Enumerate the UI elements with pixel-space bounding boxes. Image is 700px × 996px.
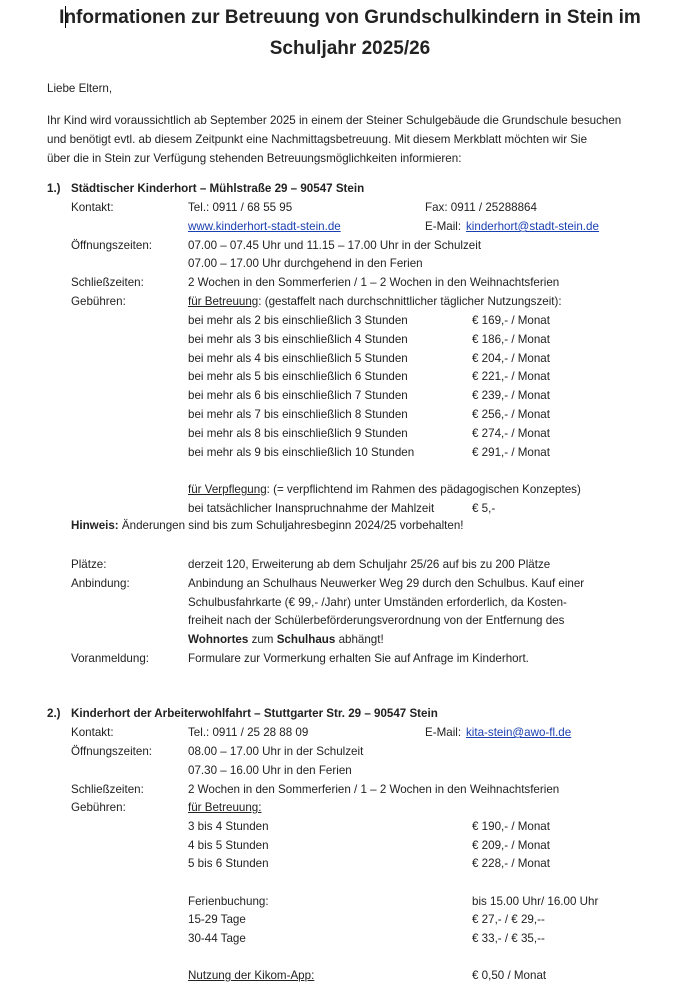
fee-price: € 239,- / Monat — [472, 389, 550, 402]
s2-opening-1: 08.00 – 17.00 Uhr in der Schulzeit — [188, 745, 364, 758]
s2-care-label: für Betreuung: — [188, 801, 262, 814]
s2-phone: Tel.: 0911 / 25 28 88 09 — [188, 726, 309, 739]
page-title: Informationen zur Betreuung von Grundschulkindern in Stein im — [59, 7, 641, 28]
s1-preregistration-label: Voranmeldung: — [71, 652, 149, 665]
fee-label: bei mehr als 7 bis einschließlich 8 Stunden — [188, 408, 408, 421]
section-1-heading: Städtischer Kinderhort – Mühlstraße 29 – 90547 Stein — [71, 182, 365, 195]
s1-meals-heading — [188, 483, 581, 497]
holiday-row-label: 15-29 Tage — [188, 913, 246, 926]
fee-price: € 204,- / Monat — [472, 352, 550, 365]
s2-kontakt-label: Kontakt: — [71, 726, 114, 739]
fee-label: 3 bis 4 Stunden — [188, 820, 269, 833]
s2-email-link[interactable]: kita-stein@awo-fl.de — [466, 726, 572, 739]
s1-meals-label: für Verpflegung — [188, 483, 267, 496]
s2-holiday-value: bis 15.00 Uhr/ 16.00 Uhr — [472, 895, 599, 908]
s1-connection-end: abhängt! — [335, 633, 384, 646]
s1-email-label: E-Mail: — [425, 220, 462, 233]
fee-price: € 169,- / Monat — [472, 314, 550, 327]
fee-price: € 274,- / Monat — [472, 427, 550, 440]
s2-closing: 2 Wochen in den Sommerferien / 1 – 2 Wochen in den Weihnachtsferien — [188, 783, 560, 796]
fee-price: € 186,- / Monat — [472, 333, 550, 346]
section-2-number: 2.) — [47, 707, 61, 720]
fee-label: bei mehr als 8 bis einschließlich 9 Stunden — [188, 427, 408, 440]
s1-closing: 2 Wochen in den Sommerferien / 1 – 2 Wochen in den Weihnachtsferien — [188, 276, 560, 289]
fee-price: € 209,- / Monat — [472, 839, 550, 852]
intro-line-2: und benötigt evtl. ab diesem Zeitpunkt eine Nachmittagsbetreuung. Mit diesem Merkblatt möchten wir Sie — [47, 133, 588, 146]
s1-closing-label: Schließzeiten: — [71, 276, 144, 289]
s1-places-label: Plätze: — [71, 558, 107, 571]
intro-line-1: Ihr Kind wird voraussichtlich ab September 2025 in einem der Steiner Schulgebäude die Grundschule besuchen — [47, 114, 622, 127]
s1-connection-4 — [188, 633, 384, 647]
s1-notice-text: Änderungen sind bis zum Schuljahresbeginn 2024/25 vorbehalten! — [121, 519, 464, 532]
s2-app-price: € 0,50 / Monat — [472, 969, 547, 982]
s2-email-label: E-Mail: — [425, 726, 462, 739]
fee-label: bei mehr als 9 bis einschließlich 10 Stunden — [188, 446, 415, 459]
s1-meals-note: : (= verpflichtend im Rahmen des pädagogischen Konzeptes) — [266, 483, 581, 496]
s1-connection-2: Schulbusfahrkarte (€ 99,- /Jahr) unter Umständen erforderlich, da Kosten- — [188, 596, 567, 609]
greeting: Liebe Eltern, — [47, 82, 113, 95]
s1-email-link[interactable]: kinderhort@stadt-stein.de — [466, 220, 599, 233]
s1-care-note: : (gestaffelt nach durchschnittlicher täglicher Nutzungszeit): — [258, 295, 562, 308]
s1-care-heading — [188, 295, 562, 309]
s1-opening-label: Öffnungszeiten: — [71, 239, 152, 252]
s1-preregistration: Formulare zur Vormerkung erhalten Sie auf Anfrage im Kinderhort. — [188, 652, 529, 665]
s2-opening-label: Öffnungszeiten: — [71, 745, 152, 758]
fee-label: bei mehr als 2 bis einschließlich 3 Stunden — [188, 314, 408, 327]
s1-website-link[interactable]: www.kinderhort-stadt-stein.de — [188, 220, 341, 233]
fee-price: € 291,- / Monat — [472, 446, 550, 459]
section-2-heading: Kinderhort der Arbeiterwohlfahrt – Stuttgarter Str. 29 – 90547 Stein — [71, 707, 438, 720]
s1-places: derzeit 120, Erweiterung ab dem Schuljahr 25/26 auf bis zu 200 Plätze — [188, 558, 551, 571]
s1-connection-3: freiheit nach der Schülerbeförderungsverordnung von der Entfernung des — [188, 614, 565, 627]
page-title-line2: Schuljahr 2025/26 — [269, 38, 431, 59]
s1-connection-bold-1: Wohnortes — [188, 633, 249, 646]
holiday-row-price: € 27,- / € 29,-- — [472, 913, 545, 926]
holiday-row-label: 30-44 Tage — [188, 932, 246, 945]
s1-opening-1: 07.00 – 07.45 Uhr und 11.15 – 17.00 Uhr in der Schulzeit — [188, 239, 482, 252]
fee-price: € 190,- / Monat — [472, 820, 550, 833]
s1-care-label: für Betreuung — [188, 295, 259, 308]
fee-label: bei mehr als 3 bis einschließlich 4 Stunden — [188, 333, 408, 346]
s1-phone: Tel.: 0911 / 68 55 95 — [188, 201, 293, 214]
s1-fax: Fax: 0911 / 25288864 — [425, 201, 537, 214]
section-1-number: 1.) — [47, 182, 61, 195]
fee-price: € 256,- / Monat — [472, 408, 550, 421]
s1-opening-2: 07.00 – 17.00 Uhr durchgehend in den Ferien — [188, 257, 423, 270]
s1-fees-label: Gebühren: — [71, 295, 126, 308]
fee-price: € 228,- / Monat — [472, 857, 550, 870]
fee-price: € 221,- / Monat — [472, 370, 550, 383]
fee-label: bei mehr als 6 bis einschließlich 7 Stunden — [188, 389, 408, 402]
s1-connection-bold-2: Schulhaus — [276, 633, 336, 646]
s1-meals-line2: bei tatsächlicher Inanspruchnahme der Mahlzeit — [188, 502, 435, 515]
fee-label: 5 bis 6 Stunden — [188, 857, 269, 870]
fee-label: bei mehr als 4 bis einschließlich 5 Stunden — [188, 352, 408, 365]
fee-label: bei mehr als 5 bis einschließlich 6 Stunden — [188, 370, 408, 383]
s2-opening-2: 07.30 – 16.00 Uhr in den Ferien — [188, 764, 352, 777]
s2-closing-label: Schließzeiten: — [71, 783, 144, 796]
fee-label: 4 bis 5 Stunden — [188, 839, 269, 852]
s1-connection-label: Anbindung: — [71, 577, 130, 590]
s1-connection-mid: zum — [248, 633, 277, 646]
s1-meals-price: € 5,- — [472, 502, 496, 515]
s1-notice-label: Hinweis: — [71, 519, 119, 532]
s2-holiday-label: Ferienbuchung: — [188, 895, 269, 908]
intro-line-3: über die in Stein zur Verfügung stehenden Betreuungsmöglichkeiten informieren: — [47, 152, 462, 165]
s2-fees-label: Gebühren: — [71, 801, 126, 814]
s1-notice — [71, 519, 464, 533]
holiday-row-price: € 33,- / € 35,-- — [472, 932, 545, 945]
s2-app-label: Nutzung der Kikom-App: — [188, 969, 315, 982]
s1-connection-1: Anbindung an Schulhaus Neuwerker Weg 29 durch den Schulbus. Kauf einer — [188, 577, 585, 590]
s1-kontakt-label: Kontakt: — [71, 201, 114, 214]
